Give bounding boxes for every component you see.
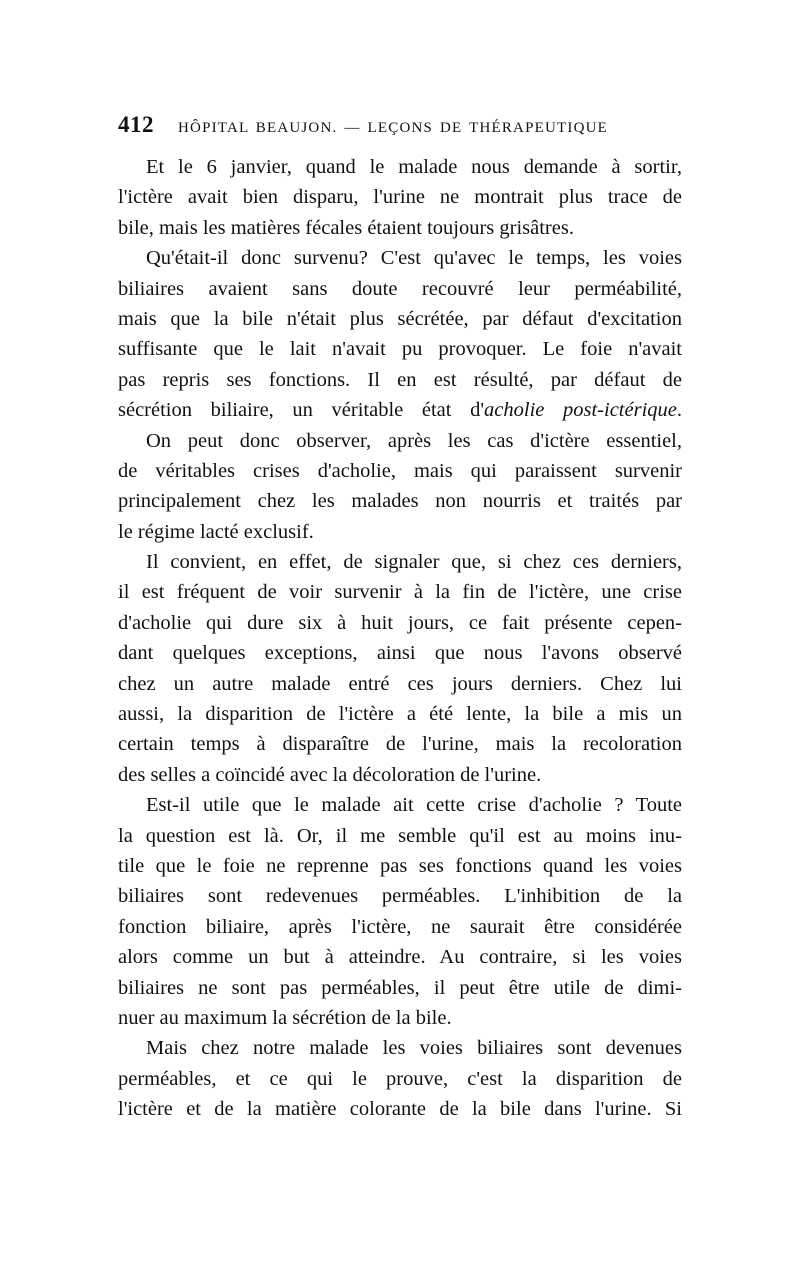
text-segment: . <box>676 399 682 422</box>
text-line: fonction biliaire, après l'ictère, ne saurait être considérée <box>118 915 682 938</box>
italic-term: acholie post-ictérique <box>484 399 677 422</box>
text-line: tile que le foie ne reprenne pas ses fonctions quand les voies <box>118 854 682 877</box>
text-line: pas repris ses fonctions. Il en est résulté, par défaut de <box>118 368 682 391</box>
page-number: 412 <box>118 112 154 137</box>
text-line: le régime lacté exclusif. <box>118 520 314 543</box>
text-line: Et le 6 janvier, quand le malade nous demande à sortir, <box>146 156 682 178</box>
text-line: biliaires avaient sans doute recouvré leur perméabilité, <box>118 277 682 300</box>
paragraph-6 <box>118 1033 682 1124</box>
text-line: l'ictère et de la matière colorante de la bile dans l'urine. Si <box>118 1098 682 1121</box>
paragraph-1 <box>118 152 682 243</box>
text-line: alors comme un but à atteindre. Au contraire, si les voies <box>118 946 682 969</box>
text-segment: sécrétion biliaire, un véritable état d' <box>118 399 485 422</box>
text-line: On peut donc observer, après les cas d'ictère essentiel, <box>146 429 682 452</box>
text-line: Qu'était-il donc survenu? C'est qu'avec le temps, les voies <box>146 247 682 270</box>
text-line: dant quelques exceptions, ainsi que nous l'avons observé <box>118 642 682 665</box>
text-line: suffisante que le lait n'avait pu provoquer. Le foie n'avait <box>118 338 682 361</box>
paragraph-5 <box>118 790 682 1033</box>
text-line: d'acholie qui dure six à huit jours, ce fait présente cepen- <box>118 611 682 634</box>
body-text <box>118 152 682 1125</box>
text-line: il est fréquent de voir survenir à la fin de l'ictère, une crise <box>118 581 682 604</box>
text-line: perméables, et ce qui le prouve, c'est la disparition de <box>118 1067 682 1090</box>
text-line: Il convient, en effet, de signaler que, si chez ces derniers, <box>146 551 682 574</box>
text-line: principalement chez les malades non nourris et traités par <box>118 490 682 513</box>
text-line: biliaires sont redevenues perméables. L'inhibition de la <box>118 885 682 908</box>
running-head <box>118 112 684 140</box>
text-line: Mais chez notre malade les voies biliaires sont devenues <box>146 1037 682 1060</box>
paragraph-4 <box>118 547 682 790</box>
text-line: des selles a coïncidé avec la décoloration de l'urine. <box>118 763 542 786</box>
text-line: Est-il utile que le malade ait cette crise d'acholie ? Toute <box>146 794 682 817</box>
text-line: nuer au maximum la sécrétion de la bile. <box>118 1006 452 1029</box>
text-line: la question est là. Or, il me semble qu'il est au moins inu- <box>118 824 682 847</box>
paragraph-3 <box>118 426 682 548</box>
running-title: HÔPITAL BEAUJON. — LEÇONS DE THÉRAPEUTIQUE <box>178 120 609 136</box>
paragraph-2 <box>118 243 682 425</box>
text-line: bile, mais les matières fécales étaient toujours grisâtres. <box>118 216 574 239</box>
text-line: biliaires ne sont pas perméables, il peut être utile de dimi- <box>118 976 682 999</box>
text-line: certain temps à disparaître de l'urine, mais la recoloration <box>118 733 682 756</box>
text-line-with-italic <box>118 395 682 425</box>
text-line: aussi, la disparition de l'ictère a été lente, la bile a mis un <box>118 703 682 726</box>
text-line: mais que la bile n'était plus sécrétée, par défaut d'excitation <box>118 307 682 330</box>
text-line: de véritables crises d'acholie, mais qui paraissent survenir <box>118 459 682 482</box>
text-line: l'ictère avait bien disparu, l'urine ne montrait plus trace de <box>118 186 682 209</box>
text-line: chez un autre malade entré ces jours derniers. Chez lui <box>118 672 682 695</box>
